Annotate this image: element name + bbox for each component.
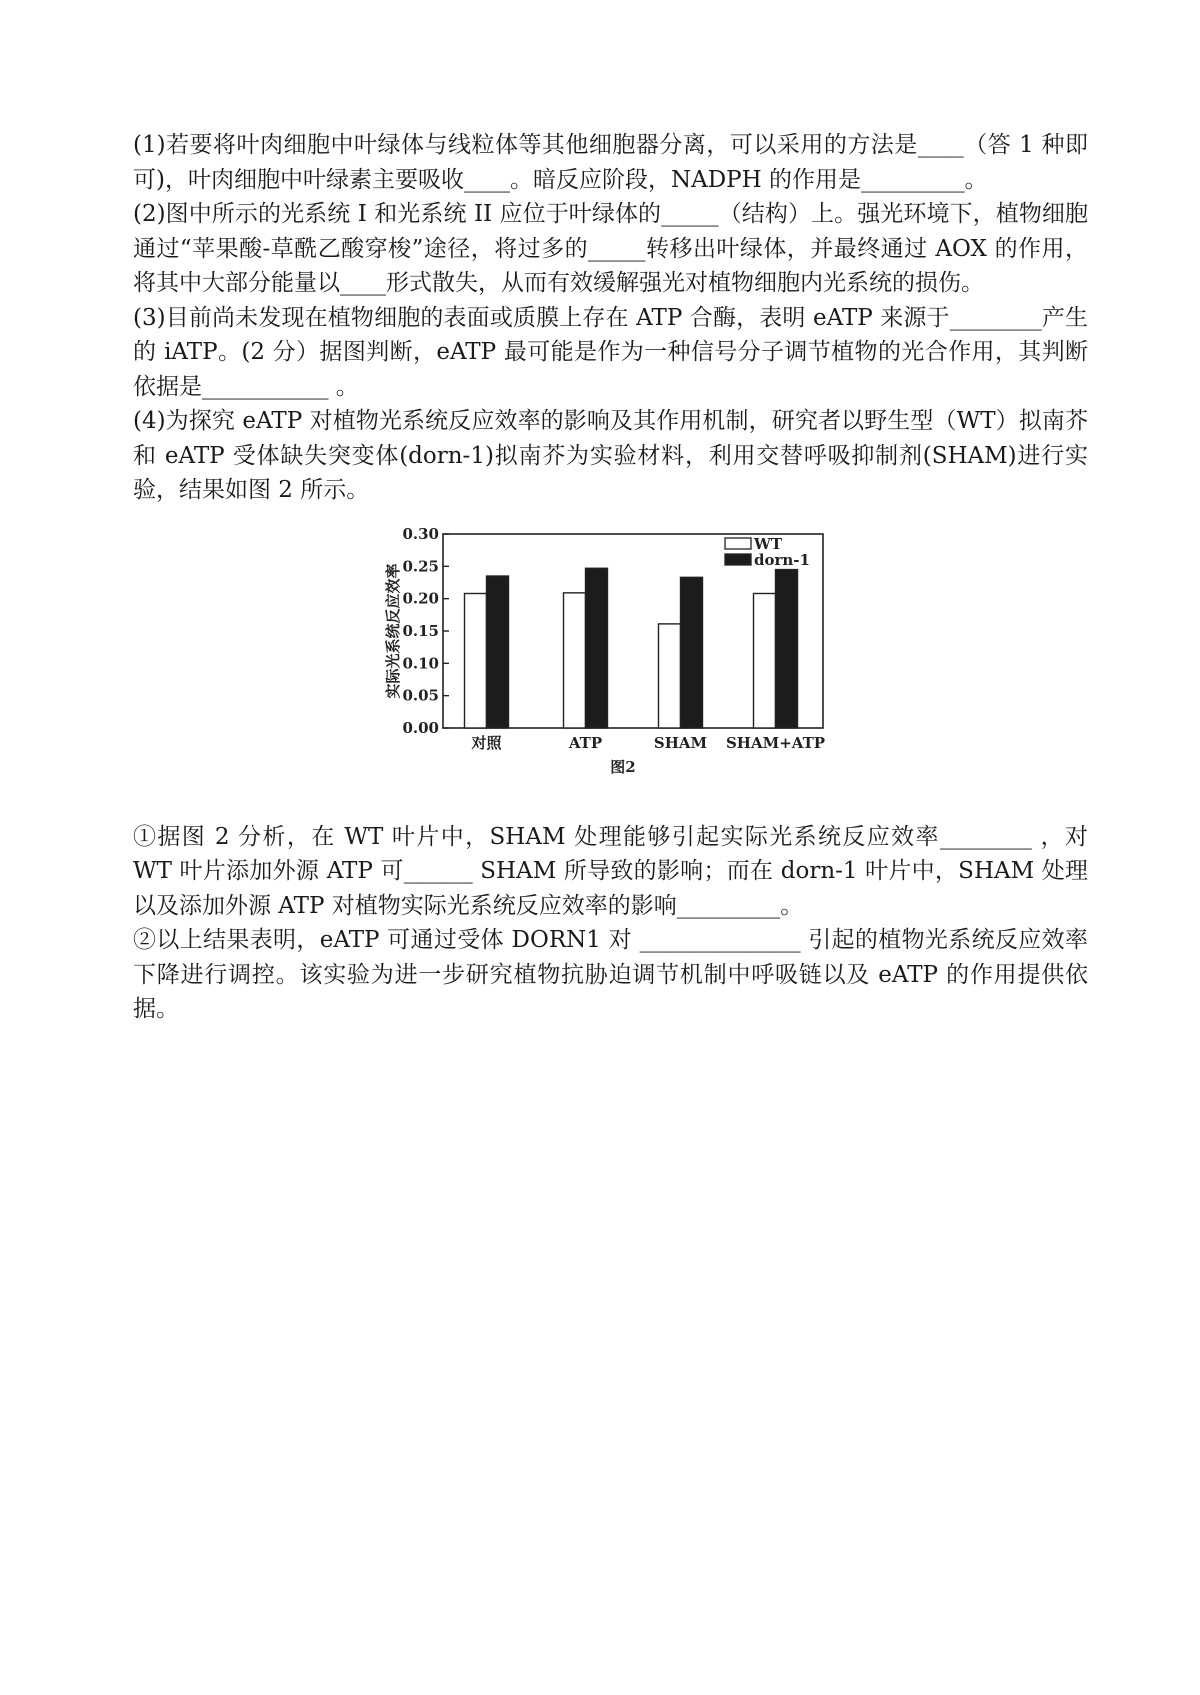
- question-4: (4)为探究 eATP 对植物光系统反应效率的影响及其作用机制，研究者以野生型（WT）拟南芥和 eATP 受体缺失突变体(dorn-1)拟南芥为实验材料，利用交替呼吸抑制剂(SHAM)进行实验，结果如图 2 所示。: [133, 408, 1088, 503]
- legend-swatch-0: [725, 538, 751, 549]
- question-3: (3)目前尚未发现在植物细胞的表面或质膜上存在 ATP 合酶，表明 eATP 来源于________产生的 iATP。(2 分）据图判断，eATP 最可能是作为一种信号分子调节植物的光合作用，其判断依据是___________ 。: [133, 304, 1088, 400]
- figure-2: [133, 526, 1088, 806]
- x-tick-label: ATP: [568, 733, 603, 752]
- bar-dorn1-0: [487, 576, 509, 728]
- y-axis-label: 实际光系统反应效率: [384, 562, 402, 699]
- x-tick-label: 对照: [471, 733, 502, 752]
- bar-dorn1-3: [776, 569, 798, 727]
- bar-dorn1-1: [586, 568, 608, 728]
- legend-label-1: dorn-1: [754, 550, 810, 569]
- y-tick-label: 0.05: [402, 686, 439, 705]
- bar-wt-3: [754, 593, 776, 728]
- y-tick-label: 0.15: [402, 621, 439, 640]
- figure-caption: 图2: [610, 757, 636, 776]
- y-tick-label: 0.25: [402, 556, 439, 575]
- bar-wt-1: [564, 592, 586, 727]
- question-2: (2)图中所示的光系统 I 和光系统 II 应位于叶绿体的_____（结构）上。强光环境下，植物细胞通过“苹果酸-草酰乙酸穿梭”途径，将过多的_____转移出叶绿体，并最终通过 AOX 的作用，将其中大部分能量以____形式散失，从而有效缓解强光对植物细胞内光系统的损伤。: [133, 201, 1088, 296]
- y-tick-label: 0.20: [402, 589, 439, 608]
- x-tick-label: SHAM: [653, 733, 708, 752]
- x-tick-label: SHAM+ATP: [725, 733, 826, 752]
- bar-wt-0: [465, 593, 487, 728]
- sub-question-1: ①据图 2 分析，在 WT 叶片中，SHAM 处理能够引起实际光系统反应效率________ ，对 WT 叶片添加外源 ATP 可______ SHAM 所导致的影响；而在 dorn-1 叶片中，SHAM 处理以及添加外源 ATP 对植物实际光系统反应效率的影响_________。: [133, 823, 1088, 919]
- document-page: [133, 128, 1088, 1027]
- bar-wt-2: [659, 623, 681, 727]
- sub-question-2: ②以上结果表明，eATP 可通过受体 DORN1 对 ______________ 引起的植物光系统反应效率下降进行调控。该实验为进一步研究植物抗胁迫调节机制中呼吸链以及 eATP 的作用提供依据。: [133, 927, 1088, 1022]
- legend-swatch-1: [725, 554, 751, 565]
- y-tick-label: 0.10: [402, 653, 439, 672]
- y-tick-label: 0.30: [402, 525, 439, 543]
- question-1: (1)若要将叶肉细胞中叶绿体与线粒体等其他细胞器分离，可以采用的方法是____（答 1 种即可)，叶肉细胞中叶绿素主要吸收____。暗反应阶段，NADPH 的作用是_________。: [133, 132, 1088, 193]
- bar-dorn1-2: [681, 577, 703, 728]
- bar-chart: [133, 526, 1088, 806]
- y-tick-label: 0.00: [402, 718, 439, 737]
- legend-label-0: WT: [754, 534, 783, 553]
